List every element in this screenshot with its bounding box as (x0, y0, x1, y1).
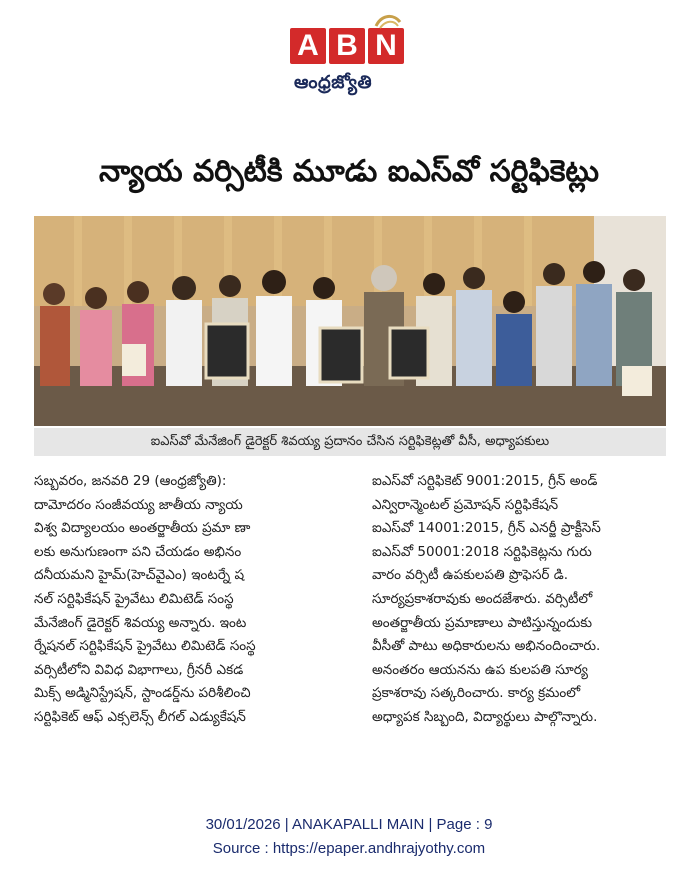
text-line: సబ్బవరం, జనవరి 29 (ఆంధ్రజ్యోతి): (34, 473, 227, 489)
text-line: అధ్యాపక సిబ్బంది, విద్యార్థులు పాల్గొన్నారు. (372, 708, 598, 725)
source-link[interactable]: Source : https://epaper.andhrajyothy.com (212, 840, 486, 857)
logo-letter: B (329, 28, 365, 64)
text-line: ఐఎస్‌వో 50001:2018 సర్టిఫికెట్లను గురు (372, 543, 592, 560)
text-line: అనంతరం ఆయనను ఉప కులపతి సూర్య (372, 661, 588, 678)
text-line: నల్ సర్టిఫికేషన్ ప్రైవేటు లిమిటెడ్ సంస్థ (34, 590, 234, 607)
text-line: మిక్స్ అడ్మినిస్ట్రేషన్, స్టాండర్డ్‌ను పరిశీలించి (34, 685, 251, 702)
text-line: వర్సిటీలోని వివిధ విభాగాలు, గ్రీనరీ ఎకడ (34, 661, 244, 678)
logo-letters (290, 28, 414, 64)
text-line: మేనేజింగ్ డైరెక్టర్ శివయ్య అన్నారు. ఇంట (34, 614, 247, 631)
text-line: ఐఎస్‌వో 14001:2015, గ్రీన్ ఎనర్జీ ప్రాక్టీసెస్ (372, 520, 601, 537)
abn-logo (290, 10, 414, 102)
text-line: ఎన్విరాన్మెంటల్ ప్రమోషన్ సర్టిఫికేషన్ (372, 496, 559, 513)
photo-caption: ఐఎస్‌వో మేనేజింగ్ డైరెక్టర్ శివయ్య ప్రదానం చేసిన సర్టిఫికెట్లతో వీసీ, అధ్యాపకులు (34, 428, 666, 456)
text-line: విశ్వ విద్యాలయం అంతర్జాతీయ ప్రమా ణా (34, 520, 251, 537)
group-photo-image (34, 216, 666, 426)
text-line: వారం వర్సిటీ ఉపకులపతి ప్రొఫెసర్ డి. (372, 567, 568, 584)
text-line: ర్నేషనల్ సర్టిఫికేషన్ ప్రైవేటు లిమిటెడ్ సంస్థ (34, 638, 256, 655)
article-right-column (372, 470, 668, 730)
logo-letter: N (368, 28, 404, 64)
text-line: సర్టిఫికెట్ ఆఫ్ ఎక్సలెన్స్ లీగల్ ఎడ్యుకేషన్ (34, 708, 246, 725)
edition-info: 30/01/2026 | ANAKAPALLI MAIN | Page : 9 (205, 816, 493, 833)
article-headline: న్యాయ వర్సిటీకి మూడు ఐఎస్‌వో సర్టిఫికెట్లు (99, 154, 599, 189)
text-line: ఐఎస్‌వో సర్టిఫికెట్ 9001:2015, గ్రీన్ అండ్ (372, 473, 598, 489)
text-line: సూర్యప్రకాశరావుకు అందజేశారు. వర్సిటీలో (372, 590, 593, 607)
article-left-column (34, 470, 336, 730)
group-photo (34, 216, 666, 426)
text-line: దనీయమని హైమ్(హెచ్‌వైఎం) ఇంటర్నే ష (34, 567, 245, 584)
logo-swirl-icon (372, 10, 404, 30)
text-line: అంతర్జాతీయ ప్రమాణాలు పాటిస్తున్నందుకు (372, 614, 593, 631)
logo-letter: A (290, 28, 326, 64)
logo-tagline: ఆంధ్రజ్యోతి (294, 72, 373, 93)
text-line: లకు అనుగుణంగా పని చేయడం అభినం (34, 543, 242, 560)
text-line: వీసీతో పాటు అధికారులను అభినందించారు. (372, 638, 601, 655)
text-line: ప్రకాశరావు సత్కరించారు. కార్య క్రమంలో (372, 685, 581, 702)
text-line: దామోదరం సంజీవయ్య జాతీయ న్యాయ (34, 496, 243, 513)
